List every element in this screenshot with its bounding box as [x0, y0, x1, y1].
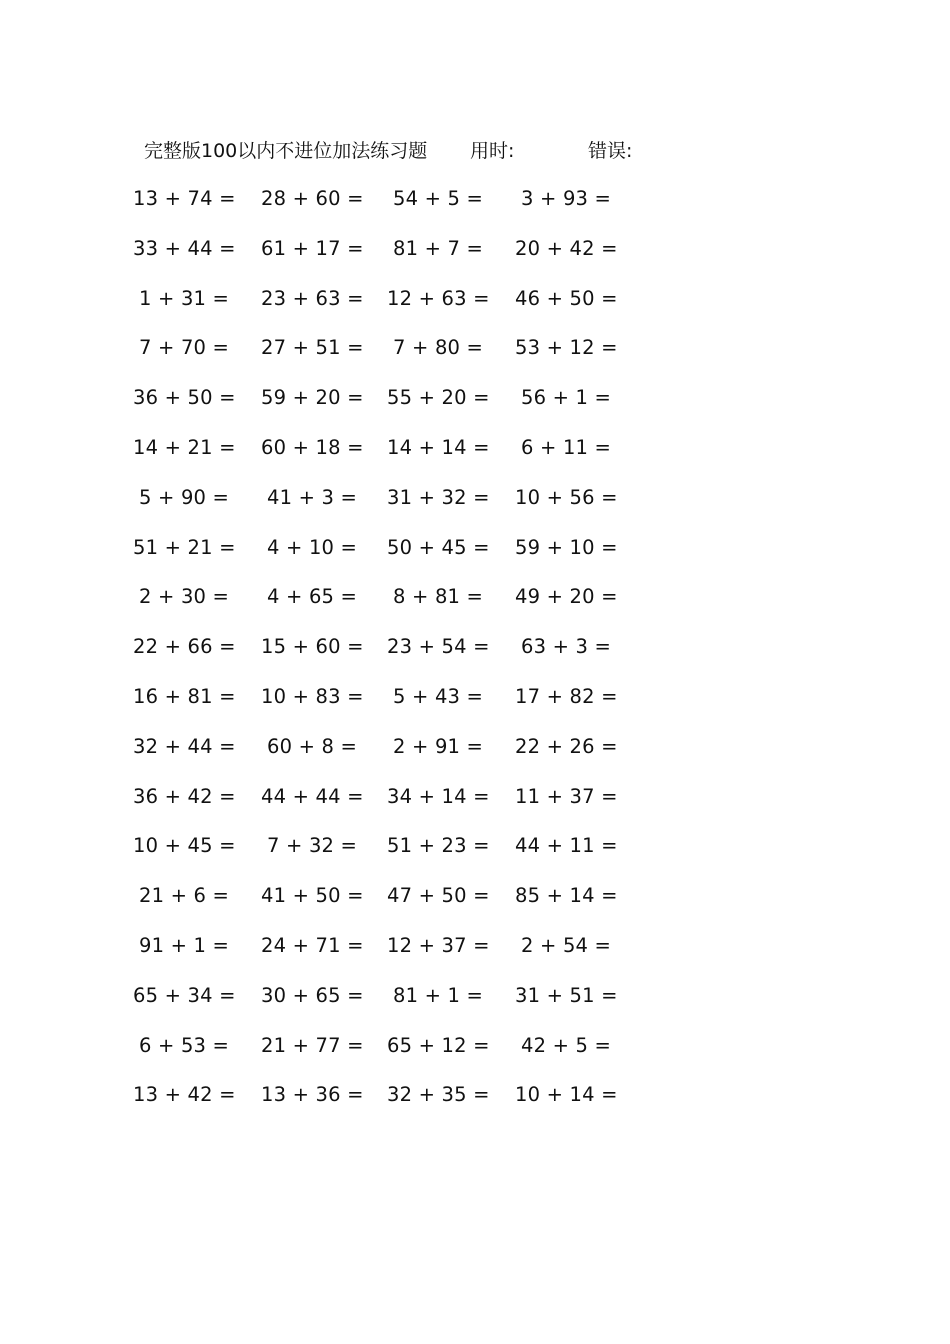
problem-row	[0, 683, 950, 733]
addition-problem: 12 + 63 =	[387, 286, 490, 310]
problem-row	[0, 534, 950, 584]
addition-problem: 31 + 32 =	[387, 485, 490, 509]
addition-problem: 28 + 60 =	[261, 187, 364, 210]
addition-problem: 31 + 51 =	[515, 983, 618, 1007]
addition-problem: 10 + 14 =	[515, 1083, 618, 1107]
addition-problem: 60 + 18 =	[261, 435, 364, 459]
page-title: 完整版100以内不进位加法练习题	[144, 140, 428, 162]
addition-problem: 7 + 80 =	[393, 336, 484, 360]
addition-problem: 30 + 65 =	[261, 983, 364, 1007]
addition-problem: 21 + 6 =	[139, 884, 230, 908]
addition-problem: 47 + 50 =	[387, 884, 490, 908]
addition-problem: 33 + 44 =	[133, 236, 236, 260]
addition-problem: 23 + 63 =	[261, 286, 364, 310]
addition-problem: 4 + 65 =	[267, 585, 358, 609]
addition-problem: 42 + 5 =	[521, 1033, 612, 1057]
problem-row	[0, 733, 950, 783]
addition-problem: 11 + 37 =	[515, 784, 618, 808]
addition-problem: 81 + 1 =	[393, 983, 484, 1007]
addition-problem: 2 + 91 =	[393, 734, 484, 758]
addition-problem: 6 + 53 =	[139, 1033, 230, 1057]
worksheet-header	[0, 137, 950, 165]
addition-problem: 2 + 30 =	[139, 585, 230, 609]
addition-problem: 44 + 11 =	[515, 834, 618, 858]
addition-problem: 1 + 31 =	[139, 286, 230, 310]
addition-problem: 23 + 54 =	[387, 635, 490, 659]
addition-problem: 17 + 82 =	[515, 684, 618, 708]
problem-row	[0, 484, 950, 534]
problem-row	[0, 633, 950, 683]
addition-problem: 10 + 83 =	[261, 684, 364, 708]
problem-row	[0, 982, 950, 1032]
addition-problem: 56 + 1 =	[521, 386, 612, 410]
addition-problem: 60 + 8 =	[267, 734, 358, 758]
addition-problem: 54 + 5 =	[393, 187, 484, 210]
addition-problem: 2 + 54 =	[521, 933, 612, 957]
addition-problem: 6 + 11 =	[521, 435, 612, 459]
addition-problem: 13 + 42 =	[133, 1083, 236, 1107]
problem-row	[0, 235, 950, 285]
addition-problem: 14 + 21 =	[133, 435, 236, 459]
addition-problem: 5 + 43 =	[393, 684, 484, 708]
addition-problem: 51 + 23 =	[387, 834, 490, 858]
problem-row	[0, 185, 950, 235]
addition-problem: 7 + 32 =	[267, 834, 358, 858]
addition-problem: 49 + 20 =	[515, 585, 618, 609]
addition-problem: 10 + 45 =	[133, 834, 236, 858]
problem-row	[0, 334, 950, 384]
time-label: 用时:	[470, 140, 515, 162]
problem-row	[0, 583, 950, 633]
addition-problem: 59 + 20 =	[261, 386, 364, 410]
addition-problem: 36 + 42 =	[133, 784, 236, 808]
addition-problem: 34 + 14 =	[387, 784, 490, 808]
addition-problem: 4 + 10 =	[267, 535, 358, 559]
addition-problem: 3 + 93 =	[521, 187, 612, 210]
addition-problem: 14 + 14 =	[387, 435, 490, 459]
problem-row	[0, 384, 950, 434]
addition-problem: 27 + 51 =	[261, 336, 364, 360]
problem-row	[0, 1032, 950, 1082]
addition-problem: 50 + 45 =	[387, 535, 490, 559]
addition-problem: 22 + 66 =	[133, 635, 236, 659]
problem-row	[0, 832, 950, 882]
problem-row	[0, 285, 950, 335]
problem-row	[0, 932, 950, 982]
addition-problem: 12 + 37 =	[387, 933, 490, 957]
addition-problem: 15 + 60 =	[261, 635, 364, 659]
addition-problem: 91 + 1 =	[139, 933, 230, 957]
problem-row	[0, 783, 950, 833]
addition-problem: 41 + 50 =	[261, 884, 364, 908]
problem-row	[0, 434, 950, 484]
addition-problem: 41 + 3 =	[267, 485, 358, 509]
addition-problem: 51 + 21 =	[133, 535, 236, 559]
addition-problem: 13 + 36 =	[261, 1083, 364, 1107]
errors-label: 错误:	[588, 140, 633, 162]
addition-problem: 20 + 42 =	[515, 236, 618, 260]
addition-problem: 44 + 44 =	[261, 784, 364, 808]
addition-problem: 36 + 50 =	[133, 386, 236, 410]
addition-problem: 81 + 7 =	[393, 236, 484, 260]
addition-problem: 32 + 35 =	[387, 1083, 490, 1107]
problem-grid	[0, 185, 950, 1131]
addition-problem: 5 + 90 =	[139, 485, 230, 509]
addition-problem: 7 + 70 =	[139, 336, 230, 360]
problem-row	[0, 1081, 950, 1131]
addition-problem: 24 + 71 =	[261, 933, 364, 957]
addition-problem: 21 + 77 =	[261, 1033, 364, 1057]
addition-problem: 61 + 17 =	[261, 236, 364, 260]
addition-problem: 13 + 74 =	[133, 187, 236, 210]
problem-row	[0, 882, 950, 932]
addition-problem: 46 + 50 =	[515, 286, 618, 310]
addition-problem: 59 + 10 =	[515, 535, 618, 559]
addition-problem: 32 + 44 =	[133, 734, 236, 758]
addition-problem: 65 + 34 =	[133, 983, 236, 1007]
addition-problem: 16 + 81 =	[133, 684, 236, 708]
addition-problem: 8 + 81 =	[393, 585, 484, 609]
addition-problem: 65 + 12 =	[387, 1033, 490, 1057]
addition-problem: 85 + 14 =	[515, 884, 618, 908]
addition-problem: 55 + 20 =	[387, 386, 490, 410]
addition-problem: 10 + 56 =	[515, 485, 618, 509]
addition-problem: 53 + 12 =	[515, 336, 618, 360]
addition-problem: 63 + 3 =	[521, 635, 612, 659]
addition-problem: 22 + 26 =	[515, 734, 618, 758]
